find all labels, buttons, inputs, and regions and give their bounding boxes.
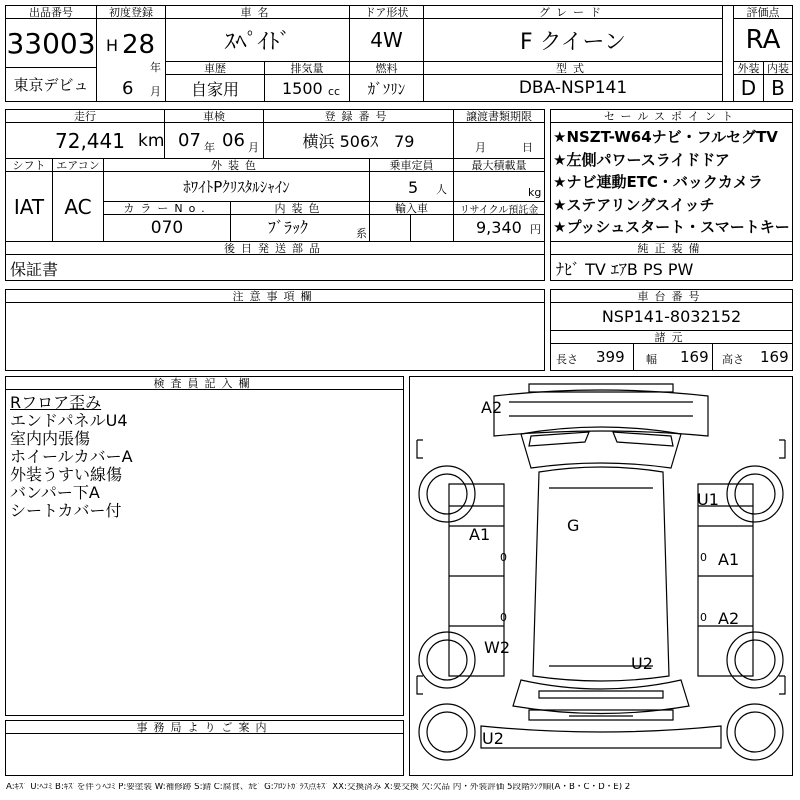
score-label: 評価点: [733, 5, 793, 19]
inspector-notes: [10, 394, 133, 520]
color-label: 外装色: [103, 158, 370, 172]
inspector-line: バンパー下A: [10, 483, 100, 502]
later-parts-value: 保証書: [10, 260, 59, 279]
ext-label: 外装: [733, 61, 764, 75]
disp-value: 1500: [282, 79, 323, 98]
left-mirror-shape: [417, 440, 423, 458]
specs-hgt-value: 169: [760, 348, 789, 366]
specs-hgt-label: 高さ: [722, 353, 744, 366]
mark-g: G: [567, 516, 580, 535]
mark-u1: U1: [697, 490, 719, 509]
model-value: DBA-NSP141: [423, 74, 723, 102]
mileage-label: 走行: [5, 109, 165, 123]
specs-len-value: 399: [596, 348, 625, 366]
legend-text: A:ｷｽﾞ U:ﾍｺﾐ B:ｷｽﾞを伴うﾍｺﾐ P:要塗装 W:補修跡 S:錆 C:腐食、ｶﾋﾞ G:ﾌﾛﾝﾄｶﾞﾗｽ点ｷｽﾞ XX:交換済み X:要交換 欠:欠品 内・外装評価 5段階ﾗﾝｸ順(A・B・C・D・E) 2: [6, 783, 631, 792]
mark-zero-right-2: 0: [700, 611, 707, 624]
mark-zero-left: 0: [500, 551, 507, 564]
month-text: 6: [122, 78, 134, 99]
roof-shape: [533, 467, 669, 681]
plate-value: 横浜 506ｽ 79: [263, 122, 454, 159]
chassis-value: NSP141-8032152: [550, 302, 793, 331]
car-name-label: 車名: [165, 5, 350, 19]
inspect-month-unit: 月: [248, 141, 259, 154]
color-no-value: 070: [103, 214, 231, 242]
inspector-line: 室内内張傷: [10, 429, 91, 448]
windshield-shape: [521, 427, 681, 468]
color-no-label: カラーNo.: [103, 201, 231, 215]
color-value: ﾎﾜｲﾄPｸﾘｽﾀﾙｼｬｲﾝ: [103, 171, 370, 202]
first-reg-label: 初度登録: [96, 5, 166, 19]
recycle-unit: 円: [530, 223, 541, 236]
ext-value: D: [733, 74, 764, 102]
inspector-line: エンドパネルU4: [10, 411, 128, 430]
int-value: B: [763, 74, 793, 102]
mark-a2-right: A2: [718, 609, 740, 628]
door-label: ドア形状: [349, 5, 424, 19]
inspect-label: 車検: [164, 109, 264, 123]
mark-u2-mid: U2: [631, 654, 653, 673]
shift-value: IAT: [5, 171, 53, 242]
grade-label: グレード: [423, 5, 723, 19]
month-unit: 月: [150, 85, 161, 98]
inspector-label: 検査員記入欄: [5, 376, 404, 390]
history-value: 自家用: [165, 74, 265, 102]
car-name: ｽﾍﾟｲﾄﾞ: [165, 18, 350, 62]
plate-label: 登録番号: [263, 109, 454, 123]
sales-list: [553, 126, 793, 239]
specs-wid-label: 幅: [646, 353, 657, 366]
mark-a2-top: A2: [481, 398, 503, 417]
mileage-value: 72,441: [55, 129, 125, 153]
inspect-month: 06: [222, 130, 245, 151]
inspect-year: 07: [178, 130, 201, 151]
debut-text: 東京デビュ: [5, 67, 97, 102]
later-parts-label: 後日発送部品: [5, 241, 545, 255]
mark-zero-right: 0: [700, 551, 707, 564]
sales-item: ★ナビ連動ETC・バックカメラ: [553, 173, 763, 191]
equipment-label: 純正装備: [550, 241, 793, 255]
fuel-label: 燃料: [349, 61, 424, 75]
load-unit: kg: [528, 186, 542, 199]
hood-shape: [494, 390, 708, 436]
notes-label: 注意事項欄: [5, 289, 545, 303]
score-value: RA: [733, 18, 793, 62]
chassis-label: 車台番号: [550, 289, 793, 303]
transfer-day-unit: 日: [522, 141, 533, 154]
transfer-month-unit: 月: [475, 141, 486, 154]
fuel-value: ｶﾞｿﾘﾝ: [349, 74, 424, 102]
sales-item: ★ステアリングスイッチ: [553, 195, 715, 214]
int-label: 内装: [763, 61, 793, 75]
capacity-value: 5: [408, 178, 419, 197]
year-text: 28: [122, 30, 156, 60]
office-label: 事務局よりご案内: [5, 720, 404, 734]
lot-number: 33003: [5, 18, 97, 68]
shift-label: シフト: [5, 158, 53, 172]
inspector-line: 外装うすい線傷: [10, 465, 123, 484]
sales-item: ★NSZT-W64ナビ・フルセグTV: [553, 128, 778, 146]
right-side-shape: [698, 484, 753, 676]
inspector-line: ホイールカバーA: [10, 447, 133, 466]
era-text: H: [106, 36, 119, 55]
model-label: 型式: [423, 61, 723, 75]
history-label: 車歴: [165, 61, 265, 75]
mileage-unit: km: [138, 131, 165, 151]
rear-bumper-shape: [481, 726, 721, 748]
disp-label: 排気量: [264, 61, 350, 75]
import-box: [369, 214, 454, 242]
int-color-unit: 系: [356, 227, 367, 240]
right-mirror-shape: [779, 440, 785, 458]
mark-zero-left-2: 0: [500, 611, 507, 624]
specs-label: 諸元: [550, 330, 793, 344]
sales-label: セールスポイント: [550, 109, 793, 123]
inspect-year-unit: 年: [204, 141, 215, 154]
specs-len-label: 長さ: [556, 353, 578, 366]
mark-u2-bottom: U2: [482, 729, 504, 748]
equipment-value: ﾅﾋﾞ TV ｴｱB PS PW: [556, 260, 694, 279]
capacity-label: 乗車定員: [369, 158, 454, 172]
int-color-value: ﾌﾞﾗｯｸ: [268, 218, 309, 237]
recycle-label: リサイクル預託金: [453, 201, 545, 215]
import-label: 輸入車: [369, 201, 454, 215]
ac-value: AC: [52, 171, 104, 242]
disp-unit: cc: [328, 85, 341, 98]
lot-label: 出品番号: [5, 5, 97, 19]
specs-wid-value: 169: [680, 348, 709, 366]
mark-a1-right: A1: [718, 550, 740, 569]
mark-w2: W2: [484, 638, 510, 657]
sales-item: ★左側パワースライドドア: [553, 150, 730, 169]
transfer-label: 譲渡書類期限: [453, 109, 545, 123]
car-diagram: [409, 376, 793, 776]
capacity-unit: 人: [436, 183, 447, 196]
recycle-value: 9,340: [476, 218, 522, 237]
sales-item: ★プッシュスタート・スマートキー: [553, 218, 790, 236]
load-label: 最大積載量: [453, 158, 545, 172]
grade-value: F クイーン: [423, 18, 723, 62]
import-tick: [410, 214, 411, 242]
inspector-line: Rフロア歪み: [10, 393, 102, 412]
inspector-line: シートカバー付: [10, 501, 122, 520]
mark-a1-left: A1: [469, 525, 491, 544]
ac-label: エアコン: [52, 158, 104, 172]
door-value: 4W: [349, 18, 424, 62]
year-unit: 年: [150, 61, 161, 74]
int-color-label: 内装色: [230, 201, 370, 215]
